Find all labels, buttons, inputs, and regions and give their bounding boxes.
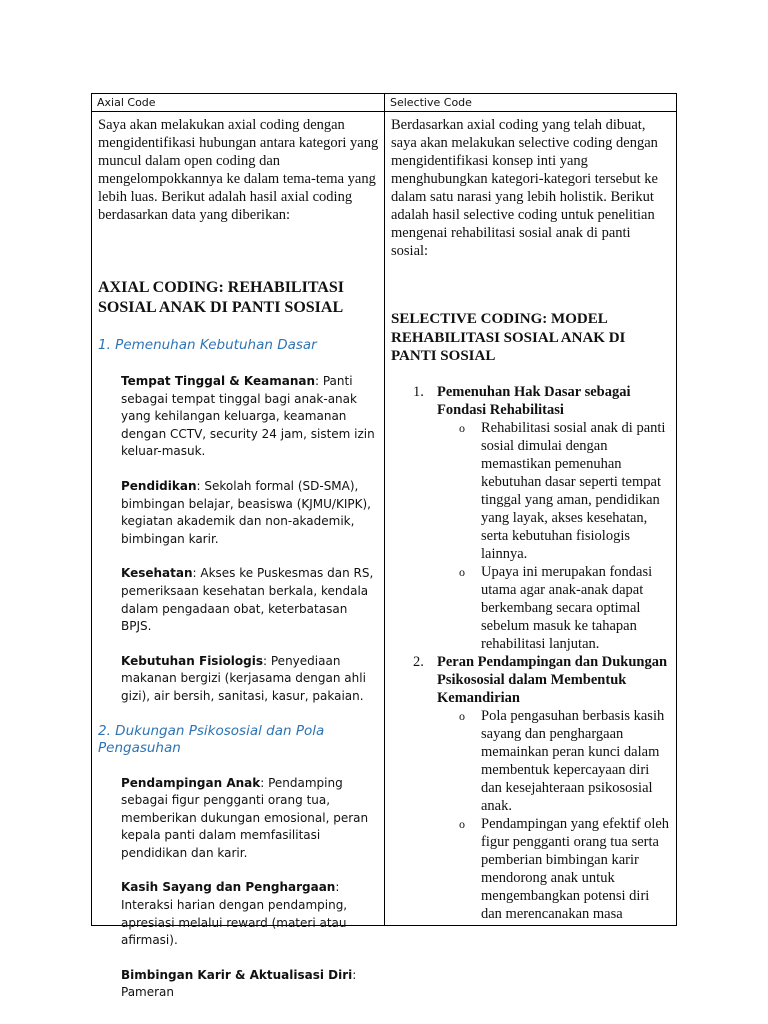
bullet-marker: o [459,816,465,831]
axial-item-text: : Interaksi harian dengan pendamping, apresiasi melalui reward (materi atau afirmasi). [121,880,348,948]
bullet-text: Rehabilitasi sosial anak di panti sosial dimulai dengan memastikan pemenuhan kebutuhan dasar seperti tempat tinggal yang aman, pendidikan yang layak, akses kesehatan, serta kebutuhan fisiologis lainnya. [481,419,666,562]
axial-section-2-heading: 2. Dukungan Psikososial dan Pola Pengasuhan [98,722,325,756]
coding-table [91,93,677,1000]
point-title: Peran Pendampingan dan Dukungan Psikososial dalam Membentuk Kemandirian [437,653,668,706]
bullet-text: Upaya ini merupakan fondasi utama agar anak-anak dapat berkembang secara optimal sebelum masuk ke tahapan rehabilitasi lanjutan. [481,563,653,652]
selective-point [391,653,671,707]
bullet-text: Pola pengasuhan berbasis kasih sayang dan penghargaan memainkan peran kunci dalam membentuk kepercayaan diri dan kesejahteraan psikososial anak. [481,707,665,814]
axial-item-text: : Panti sebagai tempat tinggal bagi anak-anak yang kehilangan keluarga, keamanan dengan CCTV, security 24 jam, sistem izin keluar-masuk. [121,374,375,459]
axial-item-label: Kesehatan [121,566,193,581]
axial-item-label: Pendidikan [121,478,197,493]
axial-item-label: Bimbingan Karir & Aktualisasi Diri [121,967,353,982]
axial-item [121,565,375,635]
axial-item [121,879,375,949]
selective-header: Selective Code [385,94,676,112]
selective-intro: Berdasarkan axial coding yang telah dibuat, saya akan melakukan selective coding dengan mengidentifikasi konsep inti yang menghubungkan kategori-kategori tersebut ke dalam satu narasi yang lebih holistik. Berikut adalah hasil selective coding untuk penelitian mengenai rehabilitasi sosial anak di panti sosial: [391,117,658,259]
selective-point [391,383,671,419]
axial-item [121,967,375,1002]
axial-item-label: Pendampingan Anak [121,775,261,790]
axial-item [121,478,375,548]
axial-item-label: Tempat Tinggal & Keamanan [121,374,315,388]
axial-item-text: : Penyediaan makanan bergizi (kerjasama dengan ahli gizi), air bersih, sanitasi, kasur, pakaian. [121,653,366,703]
selective-title: SELECTIVE CODING: MODEL REHABILITASI SOSIAL ANAK DI PANTI SOSIAL [391,311,626,364]
selective-bullet [391,707,671,815]
axial-intro: Saya akan melakukan axial coding dengan mengidentifikasi hubungan antara kategori yang muncul dalam open coding dan mengelompokkannya ke dalam tema-tema yang lebih luas. Berikut adalah hasil axial coding berdasarkan data yang diberikan: [98,117,379,223]
bullet-marker: o [459,420,465,435]
selective-bullet [391,419,671,563]
selective-list [391,383,671,923]
axial-item-label: Kasih Sayang dan Penghargaan [121,880,336,895]
point-number: 1. [413,383,424,400]
axial-item-text: : Pameran [121,967,357,1000]
axial-item [121,775,375,863]
axial-item-text: : Sekolah formal (SD-SMA), bimbingan belajar, beasiswa (KJMU/KIPK), kegiatan akademik dan non-akademik, bimbingan karir. [121,478,371,546]
bullet-text: Pendampingan yang efektif oleh figur pengganti orang tua serta pemberian bimbingan karir mendorong anak untuk mengembangkan potensi diri dan merencanakan masa [481,815,670,922]
axial-item [121,373,375,461]
axial-item [121,653,375,706]
axial-title: AXIAL CODING: REHABILITASI SOSIAL ANAK DI PANTI SOSIAL [98,279,344,316]
bullet-marker: o [459,564,465,579]
point-title: Pemenuhan Hak Dasar sebagai Fondasi Rehabilitasi [437,383,631,418]
point-number: 2. [413,653,424,670]
selective-bullet [391,563,671,653]
selective-column [385,94,676,925]
axial-item-text: : Akses ke Puskesmas dan RS, pemeriksaan kesehatan berkala, kendala dalam pengadaan obat, keterbatasan BPJS. [121,566,374,634]
axial-section-1-heading: 1. Pemenuhan Kebutuhan Dasar [98,337,317,353]
axial-header: Axial Code [92,94,384,112]
axial-item-label: Kebutuhan Fisiologis [121,653,264,668]
selective-bullet [391,815,671,923]
axial-item-text: : Pendamping sebagai figur pengganti orang tua, memberikan dukungan emosional, peran kepala panti dalam memfasilitasi pendidikan dan karir. [121,775,369,860]
bullet-marker: o [459,708,465,723]
axial-column [92,94,385,1000]
